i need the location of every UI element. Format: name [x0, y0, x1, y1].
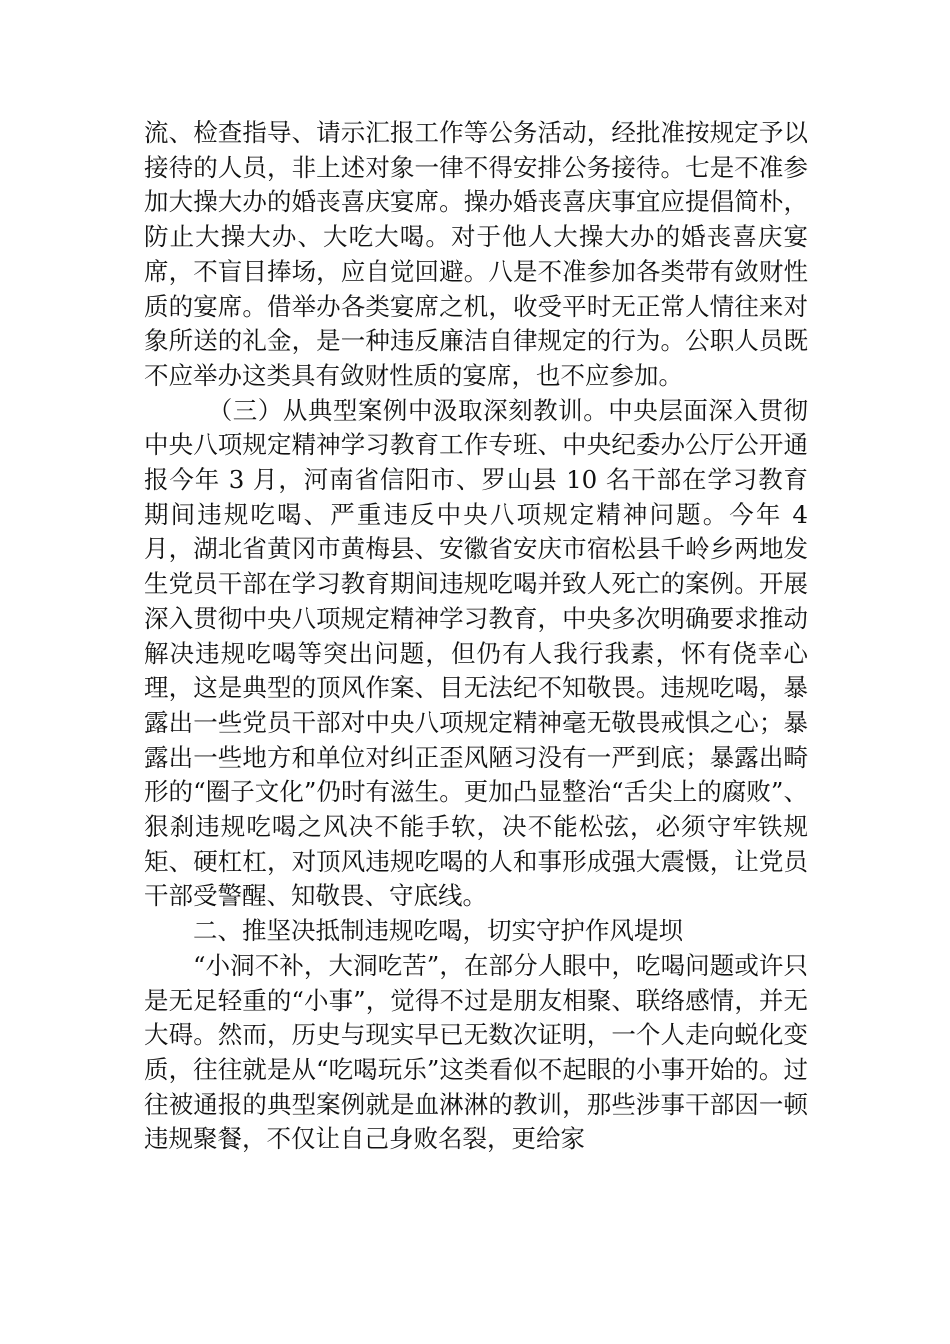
- document-body: [144, 116, 808, 1157]
- paragraph-section-three: （三）从典型案例中汲取深刻教训。中央层面深入贯彻中央八项规定精神学习教育工作专班、中央纪委办公厅公开通报今年 3 月，河南省信阳市、罗山县 10 名干部在学习教育期间违规吃喝、严重违反中央八项规定精神问题。今年 4 月，湖北省黄冈市黄梅县、安徽省安庆市宿松县千岭乡两地发生党员干部在学习教育期间违规吃喝并致人死亡的案例。开展深入贯彻中央八项规定精神学习教育，中央多次明确要求推动解决违规吃喝等突出问题，但仍有人我行我素，怀有侥幸心理，这是典型的顶风作案、目无法纪不知敬畏。违规吃喝，暴露出一些党员干部对中央八项规定精神毫无敬畏戒惧之心；暴露出一些地方和单位对纠正歪风陋习没有一严到底；暴露出畸形的“圈子文化”仍时有滋生。更加凸显整治“舌尖上的腐败”、狠刹违规吃喝之风决不能手软，决不能松弦，必须守牢铁规矩、硬杠杠，对顶风违规吃喝的人和事形成强大震慑，让党员干部受警醒、知敬畏、守底线。: [144, 395, 808, 911]
- paragraph-section-two-body: “小洞不补，大洞吃苦”，在部分人眼中，吃喝问题或许只是无足轻重的“小事”，觉得不过是朋友相聚、联络感情，并无大碍。然而，历史与现实早已无数次证明，一个人走向蜕化变质，往往就是从“吃喝玩乐”这类看似不起眼的小事开始的。过往被通报的典型案例就是血淋淋的教训，那些涉事干部因一顿违规聚餐，不仅让自己身败名裂，更给家: [144, 950, 808, 1154]
- section-heading-two: 二、推坚决抵制违规吃喝，切实守护作风堤坝: [193, 916, 683, 946]
- paragraph-continuation: 流、检查指导、请示汇报工作等公务活动，经批准按规定予以接待的人员，非上述对象一律不得安排公务接待。七是不准参加大操大办的婚丧喜庆宴席。操办婚丧喜庆事宜应提倡简朴，防止大操大办、大吃大喝。对于他人大操大办的婚丧喜庆宴席，不盲目捧场，应自觉回避。八是不准参加各类带有敛财性质的宴席。借举办各类宴席之机，收受平时无正常人情往来对象所送的礼金，是一种违反廉洁自律规定的行为。公职人员既不应举办这类具有敛财性质的宴席，也不应参加。: [144, 118, 808, 390]
